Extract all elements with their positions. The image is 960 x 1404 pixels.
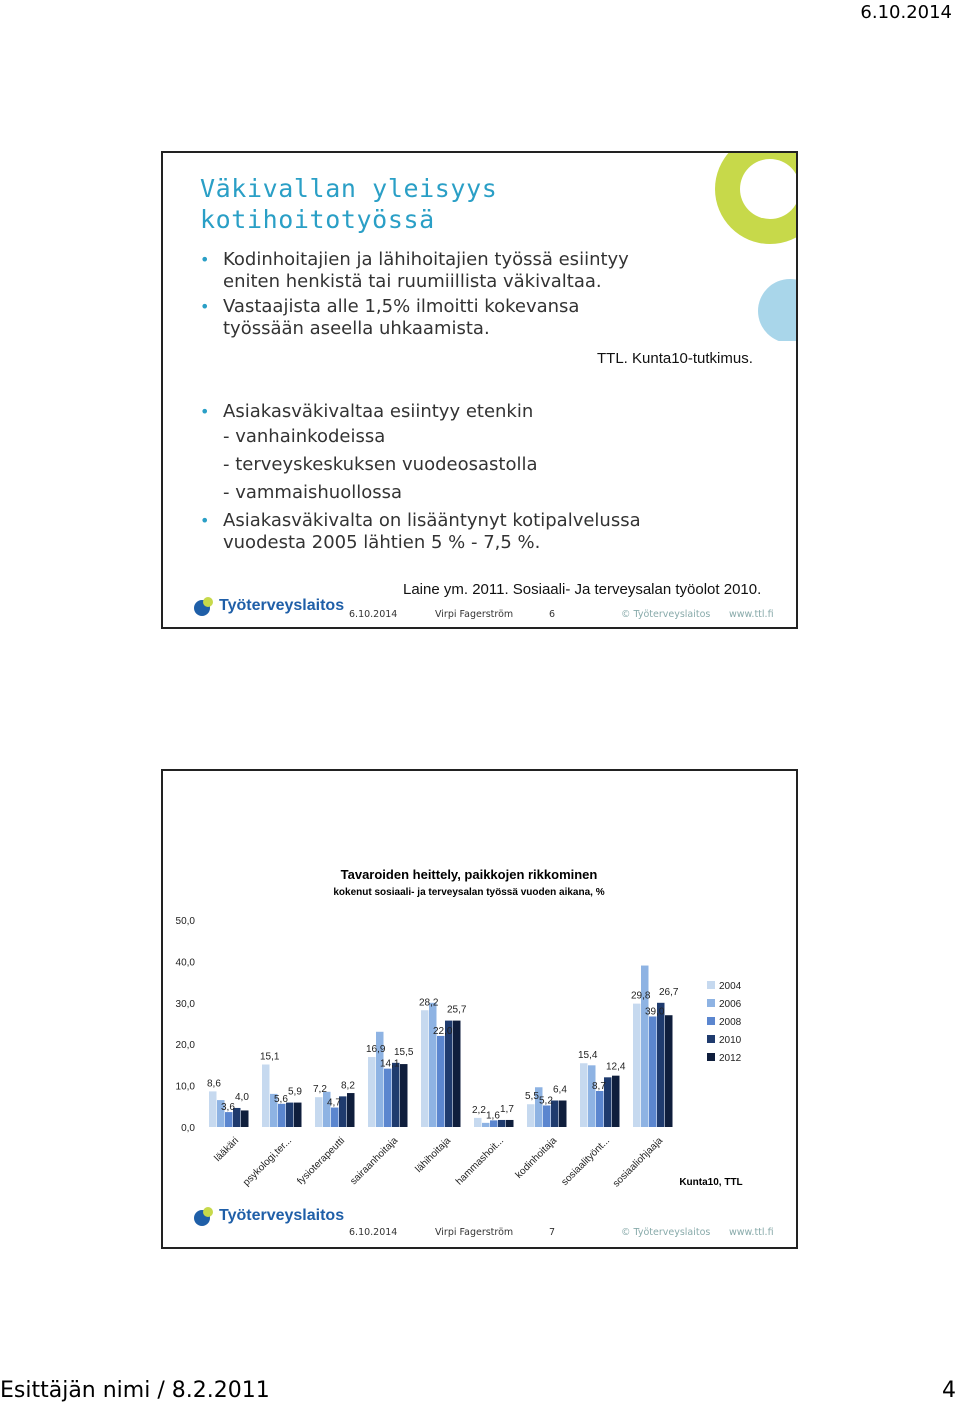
y-tick-label: 20,0 <box>175 1040 195 1052</box>
bar <box>649 1016 657 1127</box>
footer-date: 6.10.2014 <box>349 609 398 620</box>
footer-author: Virpi Fagerström <box>435 1227 514 1238</box>
footer-author: Virpi Fagerström <box>435 609 514 620</box>
bullet-item: • Vastaajista alle 1,5% ilmoitti kokevansa työssään aseella uhkaamista. <box>200 296 640 340</box>
bar <box>596 1091 604 1127</box>
legend-swatch <box>707 999 715 1007</box>
footer-page-number: 7 <box>549 1227 556 1238</box>
x-tick-label: sosiaalityönt... <box>559 1135 613 1188</box>
data-label: 15,1 <box>260 1051 280 1063</box>
bar <box>368 1057 376 1127</box>
chart-title: Tavaroiden heittely, paikkojen rikkominen <box>340 867 598 882</box>
bar <box>315 1097 323 1127</box>
bar <box>429 1003 437 1127</box>
bullet-item: • Asiakasväkivalta on lisääntynyt kotipalvelussa vuodesta 2005 lähtien 5 % - 7,5 %. <box>200 510 643 554</box>
footer-website: www.ttl.fi <box>729 609 774 620</box>
logo-text: Työterveyslaitos <box>219 1207 345 1224</box>
data-label: 15,4 <box>578 1050 598 1062</box>
data-label: 28,2 <box>419 997 439 1009</box>
x-tick-label: psykologi,ter... <box>241 1135 295 1189</box>
data-label: 5,2 <box>539 1095 553 1107</box>
bullet-list-2 <box>200 401 640 557</box>
x-tick-label: fysioterapeutti <box>295 1135 348 1188</box>
bar <box>633 1004 641 1127</box>
data-label: 39,0 <box>645 1006 665 1018</box>
y-tick-label: 30,0 <box>175 998 195 1010</box>
legend-swatch <box>707 1053 715 1061</box>
page-footer-number: 4 <box>942 1378 956 1403</box>
data-label: 8,6 <box>207 1078 221 1090</box>
data-label: 1,6 <box>486 1110 500 1122</box>
footer-copyright: © Työterveyslaitos <box>621 1227 711 1238</box>
bar <box>437 1036 445 1127</box>
logo-mark-icon <box>193 1205 215 1227</box>
source-citation-1: TTL. Kunta10-tutkimus. <box>597 350 753 367</box>
data-label: 2,2 <box>472 1104 486 1116</box>
x-tick-label: kodinhoitaja <box>513 1135 560 1181</box>
corner-circles-decoration <box>678 151 798 341</box>
data-label: 8,7 <box>592 1080 606 1092</box>
data-label: 3,6 <box>221 1102 235 1114</box>
logo-mark-icon <box>193 595 215 617</box>
data-label: 5,5 <box>525 1091 539 1103</box>
bar <box>241 1110 249 1127</box>
bar <box>384 1069 392 1127</box>
data-label: 14,1 <box>380 1058 400 1070</box>
slide-title <box>200 173 497 235</box>
bar <box>331 1108 339 1127</box>
legend-swatch <box>707 1017 715 1025</box>
slide-footer <box>163 593 796 623</box>
y-tick-label: 50,0 <box>175 916 195 927</box>
sub-item: - vammaishuollossa <box>223 482 403 503</box>
legend-label: 2008 <box>719 1017 742 1028</box>
bar <box>665 1015 673 1127</box>
sub-item: - terveyskeskuksen vuodeosastolla <box>223 454 538 475</box>
bar <box>474 1118 482 1127</box>
logo <box>193 1205 344 1227</box>
data-label: 12,4 <box>606 1061 626 1073</box>
source-citation-2: Laine ym. 2011. Sosiaali- Ja terveysalan työolot 2010. <box>403 581 762 598</box>
bar <box>559 1101 567 1127</box>
y-tick-label: 10,0 <box>175 1081 195 1093</box>
chart-source: Kunta10, TTL <box>679 1177 743 1188</box>
bar <box>278 1104 286 1127</box>
legend-label: 2006 <box>719 999 742 1010</box>
data-label: 29,8 <box>631 990 651 1002</box>
footer-copyright: © Työterveyslaitos <box>621 609 711 620</box>
data-label: 1,7 <box>500 1103 514 1115</box>
x-tick-label: lääkäri <box>212 1135 242 1164</box>
data-label: 4,7 <box>327 1097 341 1109</box>
bar <box>392 1063 400 1127</box>
bar <box>612 1076 620 1127</box>
bullet-item: • Asiakasväkivaltaa esiintyy etenkin <box>200 401 640 423</box>
legend-label: 2004 <box>719 981 742 992</box>
bar <box>262 1064 270 1127</box>
x-tick-label: sairaanhoitaja <box>348 1135 401 1188</box>
bar <box>506 1120 514 1127</box>
data-label: 5,9 <box>288 1086 302 1098</box>
slide-2 <box>161 769 798 1249</box>
bullet-item: • Kodinhoitajien ja lähihoitajien työssä esiintyy eniten henkistä tai ruumiillista väkivaltaa. <box>200 249 640 293</box>
data-label: 5,6 <box>274 1093 288 1105</box>
bar <box>453 1021 461 1127</box>
x-tick-label: hammashoit... <box>453 1135 507 1188</box>
data-label: 22,0 <box>433 1025 453 1037</box>
bar <box>209 1091 217 1127</box>
data-label: 4,0 <box>235 1091 249 1103</box>
logo <box>193 595 344 617</box>
x-tick-label: lähihoitaja <box>413 1135 454 1175</box>
bar <box>657 1003 665 1127</box>
slide-title-line-2: kotihoitotyössä <box>200 205 435 234</box>
x-tick-label: sosiaaliohjaaja <box>610 1135 666 1190</box>
bar <box>588 1065 596 1127</box>
bar <box>286 1103 294 1127</box>
logo-text: Työterveyslaitos <box>219 597 345 614</box>
data-label: 7,2 <box>313 1084 327 1096</box>
page-date: 6.10.2014 <box>860 2 952 23</box>
sub-item: - vanhainkodeissa <box>223 426 386 447</box>
bar <box>225 1112 233 1127</box>
y-tick-label: 40,0 <box>175 957 195 969</box>
bullet-list-1 <box>200 249 640 343</box>
bar-chart <box>163 771 796 1201</box>
slide-1 <box>161 151 798 629</box>
y-tick-label: 0,0 <box>181 1123 195 1134</box>
data-label: 8,2 <box>341 1080 355 1092</box>
bar <box>400 1064 408 1127</box>
bar <box>482 1123 490 1127</box>
bar <box>294 1103 302 1127</box>
slide-footer <box>163 1207 796 1245</box>
legend-swatch <box>707 981 715 989</box>
data-label: 26,7 <box>659 986 679 998</box>
footer-page-number: 6 <box>549 609 556 620</box>
data-label: 16,9 <box>366 1044 386 1056</box>
chart-subtitle: kokenut sosiaali- ja terveysalan työssä vuoden aikana, % <box>333 887 605 898</box>
bar <box>347 1093 355 1127</box>
data-label: 6,4 <box>553 1084 567 1096</box>
footer-website: www.ttl.fi <box>729 1227 774 1238</box>
legend-swatch <box>707 1035 715 1043</box>
legend-label: 2010 <box>719 1035 742 1046</box>
bar <box>421 1010 429 1127</box>
slide-title-line-1: Väkivallan yleisyys <box>200 174 498 203</box>
data-label: 25,7 <box>447 1004 467 1016</box>
bar <box>527 1104 535 1127</box>
bar <box>580 1063 588 1127</box>
page-footer-presenter: Esittäjän nimi / 8.2.2011 <box>0 1378 270 1403</box>
data-label: 15,5 <box>394 1046 414 1058</box>
bar <box>543 1105 551 1127</box>
legend-label: 2012 <box>719 1053 742 1064</box>
footer-date: 6.10.2014 <box>349 1227 398 1238</box>
